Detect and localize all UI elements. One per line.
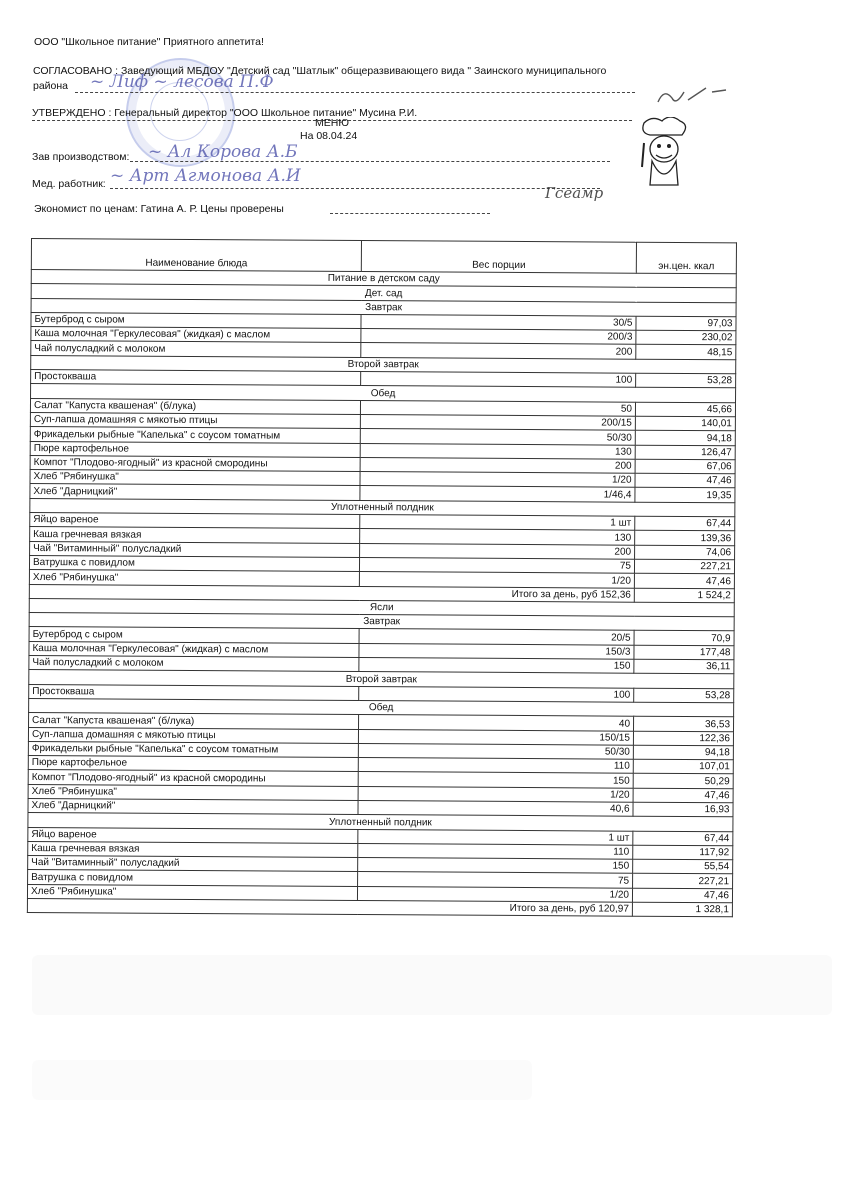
- dish-name: Хлеб "Рябинушка": [29, 570, 359, 586]
- dish-name: Суп-лапша домашняя с мякотью птицы: [28, 727, 358, 743]
- portion-weight: 100: [359, 686, 634, 702]
- energy-kcal: 47,46: [634, 573, 734, 588]
- portion-weight: 75: [358, 872, 633, 888]
- portion-weight: 30/5: [361, 314, 636, 330]
- portion-weight: 1 шт: [360, 515, 635, 531]
- dish-name: Фрикадельки рыбные "Капелька" с соусом томатным: [30, 427, 360, 443]
- portion-weight: 100: [361, 372, 636, 388]
- energy-kcal: 227,21: [633, 874, 733, 889]
- energy-kcal: 117,92: [633, 845, 733, 860]
- energy-kcal: 50,29: [633, 774, 733, 789]
- menu-table: [27, 238, 737, 918]
- section-title: Дет. сад: [31, 284, 736, 303]
- menu-title: МЕНЮ: [315, 117, 349, 129]
- section-title: Уплотненный полдник: [28, 813, 733, 832]
- portion-weight: 1/20: [360, 472, 635, 488]
- dish-name: Чай "Витаминный" полусладкий: [28, 856, 358, 872]
- portion-weight: 20/5: [359, 629, 634, 645]
- portion-weight: 200/3: [361, 329, 636, 345]
- energy-kcal: 70,9: [634, 631, 734, 646]
- section-title: Завтрак: [31, 298, 736, 317]
- portion-weight: 200: [360, 457, 635, 473]
- energy-kcal: 55,54: [633, 859, 733, 874]
- portion-weight: 200/15: [360, 414, 635, 430]
- scan-shadow: [32, 955, 832, 1015]
- portion-weight: 1/46,4: [360, 486, 635, 502]
- dish-name: Каша молочная "Геркулесовая" (жидкая) с маслом: [31, 327, 361, 343]
- portion-weight: 50: [360, 400, 635, 416]
- agreed-line-district: района: [33, 80, 69, 92]
- dish-name: Хлеб "Рябинушка": [28, 784, 358, 800]
- portion-weight: 130: [360, 529, 635, 545]
- energy-kcal: 126,47: [635, 445, 735, 460]
- economist-line: Экономист по ценам: Гатина А. Р. Цены проверены: [34, 203, 284, 215]
- dish-name: Салат "Капуста квашеная" (б/лука): [30, 398, 360, 414]
- dish-name: Хлеб "Рябинушка": [27, 884, 357, 900]
- column-header-dish: Наименование блюда: [31, 239, 361, 272]
- dish-name: Ватрушка с повидлом: [29, 555, 359, 571]
- dish-name: Чай полусладкий с молоком: [31, 341, 361, 357]
- section-title: Завтрак: [29, 613, 734, 632]
- energy-kcal: 53,28: [634, 688, 734, 703]
- total-label: Итого за день, руб 120,97: [27, 899, 632, 917]
- dish-name: Бутерброд с сыром: [31, 312, 361, 328]
- handwritten-signature: ~ Арт Агмонова А.И: [110, 166, 301, 186]
- section-title: Обед: [31, 384, 736, 403]
- energy-kcal: 45,66: [635, 402, 735, 417]
- energy-kcal: 177,48: [634, 645, 734, 660]
- dish-name: Чай "Витаминный" полусладкий: [30, 541, 360, 557]
- production-head-label: Зав производством:: [32, 151, 130, 163]
- portion-weight: 50/30: [358, 743, 633, 759]
- dish-name: Суп-лапша домашняя с мякотью птицы: [30, 412, 360, 428]
- dish-name: Каша гречневая вязкая: [30, 527, 360, 543]
- dish-name: Простокваша: [29, 684, 359, 700]
- dish-name: Пюре картофельное: [30, 441, 360, 457]
- dish-name: Компот "Плодово-ягодный" из красной смородины: [30, 455, 360, 471]
- energy-kcal: 97,03: [636, 316, 736, 331]
- total-kcal: 1 328,1: [632, 902, 732, 917]
- portion-weight: 150: [358, 772, 633, 788]
- dish-name: Яйцо вареное: [30, 513, 360, 529]
- dish-name: Хлеб "Дарницкий": [28, 798, 358, 814]
- dish-name: Пюре картофельное: [28, 756, 358, 772]
- dish-name: Яйцо вареное: [28, 827, 358, 843]
- portion-weight: 150/15: [358, 729, 633, 745]
- dish-name: Салат "Капуста квашеная" (б/лука): [29, 713, 359, 729]
- energy-kcal: 47,46: [633, 788, 733, 803]
- portion-weight: 40: [359, 715, 634, 731]
- handwritten-signature: Гсеамр: [545, 184, 604, 202]
- energy-kcal: 48,15: [636, 345, 736, 360]
- table-header-row: [31, 239, 736, 274]
- portion-weight: 150: [359, 658, 634, 674]
- portion-weight: 75: [359, 557, 634, 573]
- energy-kcal: 67,44: [633, 831, 733, 846]
- medic-label: Мед. работник:: [32, 178, 106, 190]
- portion-weight: 110: [358, 843, 633, 859]
- dish-name: Хлеб "Дарницкий": [30, 484, 360, 500]
- dish-name: Бутерброд с сыром: [29, 627, 359, 643]
- total-kcal: 1 524,2: [634, 588, 734, 603]
- section-title: Питание в детском саду: [31, 270, 736, 289]
- energy-kcal: 67,06: [635, 459, 735, 474]
- portion-weight: 200: [361, 343, 636, 359]
- handwritten-signature: ~ Ал Корова А.Б: [148, 142, 298, 162]
- energy-kcal: 227,21: [634, 559, 734, 574]
- energy-kcal: 16,93: [633, 802, 733, 817]
- approved-line: УТВЕРЖДЕНО : Генеральный директор "ООО Школьное питание" Мусина Р.И.: [32, 107, 418, 119]
- dish-name: Каша молочная "Геркулесовая" (жидкая) с маслом: [29, 641, 359, 657]
- scan-shadow: [32, 1060, 532, 1100]
- medic-line: [110, 188, 600, 189]
- signature-line: [75, 92, 635, 93]
- energy-kcal: 19,35: [635, 488, 735, 503]
- handwritten-mark-icon: [652, 82, 732, 114]
- section-title: Уплотненный полдник: [30, 498, 735, 517]
- agreed-line: СОГЛАСОВАНО : Заведующий МБДОУ "Детский сад "Шатлык" общеразвивающего вида " Заинского муниципального: [33, 65, 607, 77]
- energy-kcal: 47,46: [635, 473, 735, 488]
- energy-kcal: 94,18: [635, 430, 735, 445]
- column-header-kcal: эн.цен. ккал: [636, 242, 736, 274]
- portion-weight: 1 шт: [358, 829, 633, 845]
- energy-kcal: 53,28: [636, 373, 736, 388]
- portion-weight: 50/30: [360, 429, 635, 445]
- energy-kcal: 67,44: [635, 516, 735, 531]
- dish-name: Хлеб "Рябинушка": [30, 470, 360, 486]
- economist-line-underline: [330, 213, 490, 214]
- energy-kcal: 140,01: [635, 416, 735, 431]
- company-line: ООО "Школьное питание" Приятного аппетита!: [34, 36, 264, 48]
- dish-name: Ватрушка с повидлом: [28, 870, 358, 886]
- section-title: Второй завтрак: [29, 670, 734, 689]
- total-label: Итого за день, руб 152,36: [29, 584, 634, 602]
- energy-kcal: 36,53: [634, 716, 734, 731]
- menu-date: На 08.04.24: [300, 130, 358, 142]
- dish-name: Простокваша: [31, 370, 361, 386]
- portion-weight: 40,6: [358, 800, 633, 816]
- energy-kcal: 36,11: [634, 659, 734, 674]
- dish-name: Каша гречневая вязкая: [28, 841, 358, 857]
- column-header-weight: Вес порции: [361, 241, 636, 274]
- energy-kcal: 122,36: [633, 731, 733, 746]
- portion-weight: 150/3: [359, 643, 634, 659]
- portion-weight: 1/20: [359, 572, 634, 588]
- energy-kcal: 139,36: [635, 531, 735, 546]
- portion-weight: 150: [358, 858, 633, 874]
- dish-name: Чай полусладкий с молоком: [29, 656, 359, 672]
- section-title: Ясли: [29, 598, 734, 617]
- energy-kcal: 94,18: [633, 745, 733, 760]
- portion-weight: 200: [360, 543, 635, 559]
- portion-weight: 130: [360, 443, 635, 459]
- handwritten-signature: ~ Лиф ~ лесова П.Ф: [90, 72, 274, 92]
- energy-kcal: 74,06: [635, 545, 735, 560]
- energy-kcal: 47,46: [632, 888, 732, 903]
- dish-name: Фрикадельки рыбные "Капелька" с соусом томатным: [28, 741, 358, 757]
- chef-mascot-icon: [634, 117, 694, 189]
- portion-weight: 1/20: [357, 886, 632, 902]
- energy-kcal: 230,02: [636, 330, 736, 345]
- energy-kcal: 107,01: [633, 759, 733, 774]
- portion-weight: 110: [358, 758, 633, 774]
- section-title: Второй завтрак: [31, 355, 736, 374]
- dish-name: Компот "Плодово-ягодный" из красной смородины: [28, 770, 358, 786]
- section-title: Обед: [29, 698, 734, 717]
- portion-weight: 1/20: [358, 786, 633, 802]
